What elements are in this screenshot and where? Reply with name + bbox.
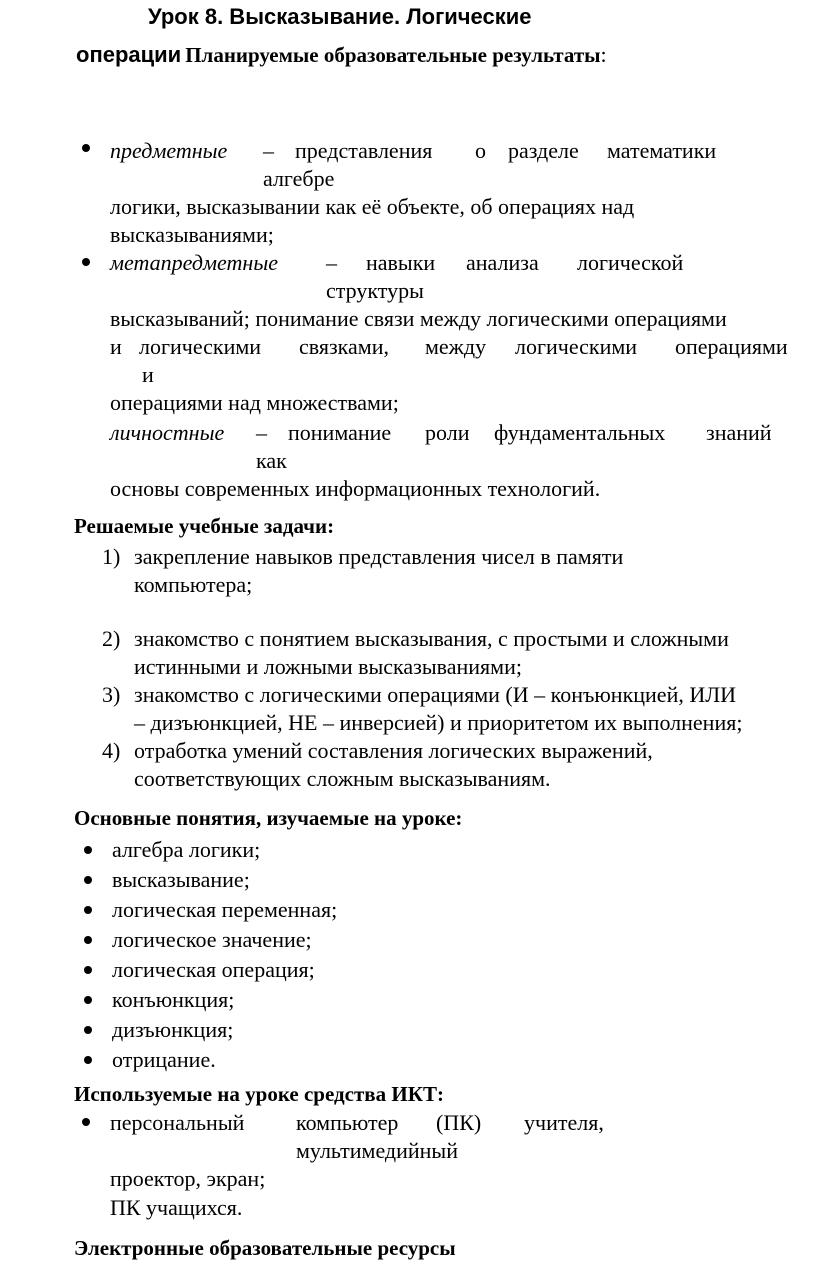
bullet-icon	[84, 936, 92, 944]
bullet-icon	[84, 1026, 92, 1034]
result-dash: –	[256, 420, 267, 445]
result-line: логики, высказывании как её объекте, об операциях над	[110, 194, 635, 219]
result-word: представления	[295, 138, 433, 163]
result-wrap: как	[256, 448, 287, 473]
result-wrap: структуры	[326, 278, 424, 303]
result-word: фундаментальных	[494, 420, 666, 445]
result-word: и	[110, 334, 122, 359]
result-dash: –	[326, 250, 337, 275]
result-word: роли	[425, 420, 470, 445]
task-number: 2)	[102, 626, 121, 651]
concept-item: алгебра логики;	[112, 837, 261, 862]
task-line: компьютера;	[134, 572, 253, 597]
result-wrap: и	[142, 362, 154, 387]
planned-results-heading: Планируемые образовательные результаты	[185, 43, 601, 67]
task-line: соответствующих сложным высказываниям.	[134, 766, 551, 791]
result-word: понимание	[288, 420, 392, 445]
concepts-heading: Основные понятия, изучаемые на уроке:	[74, 806, 463, 830]
title-operations: операции	[76, 42, 182, 67]
task-line: отработка умений составления логических выражений,	[134, 738, 653, 763]
result-dash: –	[263, 138, 274, 163]
task-line: – дизъюнкцией, НЕ – инверсией) и приоритетом их выполнения;	[134, 710, 743, 735]
bullet-icon	[84, 966, 92, 974]
bullet-icon	[84, 906, 92, 914]
bullet-icon	[82, 1118, 90, 1126]
task-line: закрепление навыков представления чисел в памяти	[134, 544, 624, 569]
result-word: операциями	[675, 334, 788, 359]
result-word: между	[425, 334, 487, 359]
concept-item: логическое значение;	[112, 927, 312, 952]
concept-item: конъюнкция;	[112, 987, 235, 1012]
result-personal-term: личностные	[110, 420, 225, 445]
result-word: логическими	[515, 334, 638, 359]
page-title: Урок 8. Высказывание. Логические	[148, 4, 532, 29]
ict-word: учителя,	[524, 1110, 604, 1135]
result-word: связками,	[299, 334, 389, 359]
task-number: 3)	[102, 682, 121, 707]
ict-word: персональный	[110, 1110, 245, 1135]
bullet-icon	[82, 144, 90, 152]
bullet-icon	[84, 876, 92, 884]
result-word: разделе	[508, 138, 579, 163]
tasks-heading: Решаемые учебные задачи:	[74, 514, 335, 538]
result-word: навыки	[366, 250, 436, 275]
result-line: основы современных информационных технологий.	[110, 476, 601, 501]
concept-item: высказывание;	[112, 867, 250, 892]
task-number: 1)	[102, 544, 121, 569]
task-line: знакомство с логическими операциями (И – конъюнкцией, ИЛИ	[134, 682, 737, 707]
result-word: о	[475, 138, 486, 163]
result-meta-term: метапредметные	[110, 250, 278, 275]
result-word: логической	[577, 250, 684, 275]
ict-line: ПК учащихся.	[110, 1195, 243, 1220]
result-word: математики	[607, 138, 717, 163]
task-line: истинными и ложными высказываниями;	[134, 654, 522, 679]
ict-wrap: мультимедийный	[296, 1138, 458, 1163]
result-line: высказываний; понимание связи между логическими операциями	[110, 306, 727, 331]
title-line2	[76, 42, 607, 68]
ict-word: (ПК)	[436, 1110, 482, 1135]
ict-heading: Используемые на уроке средства ИКТ:	[74, 1082, 444, 1106]
concept-item: логическая переменная;	[112, 897, 338, 922]
bullet-icon	[84, 846, 92, 854]
result-word: логическими	[139, 334, 262, 359]
bullet-icon	[82, 258, 90, 266]
planned-results-colon: :	[600, 42, 607, 67]
ict-line: проектор, экран;	[110, 1166, 266, 1191]
result-word: знаний	[706, 420, 772, 445]
task-number: 4)	[102, 738, 121, 763]
task-line: знакомство с понятием высказывания, с простыми и сложными	[134, 626, 729, 651]
resources-heading: Электронные образовательные ресурсы	[74, 1236, 456, 1260]
bullet-icon	[84, 1056, 92, 1064]
result-subject-term: предметные	[110, 138, 228, 163]
result-line: операциями над множествами;	[110, 390, 399, 415]
result-word: анализа	[466, 250, 539, 275]
ict-word: компьютер	[296, 1110, 399, 1135]
concept-item: логическая операция;	[112, 957, 315, 982]
result-wrap: алгебре	[263, 166, 335, 191]
concept-item: отрицание.	[112, 1047, 216, 1072]
result-line: высказываниями;	[110, 222, 274, 247]
concept-item: дизъюнкция;	[112, 1017, 234, 1042]
bullet-icon	[84, 996, 92, 1004]
